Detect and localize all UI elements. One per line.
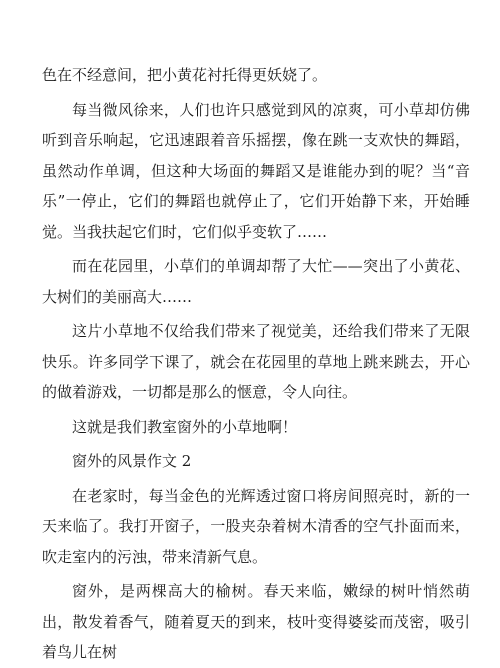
paragraph-5: 这就是我们教室窗外的小草地啊！ xyxy=(72,417,298,436)
paragraph-3: 而在花园里，小草们的单调却帮了大忙——突出了小黄花、大树们的美丽高大…… xyxy=(42,257,470,306)
paragraph-1: 色在不经意间，把小黄花衬托得更妖娆了。 xyxy=(42,66,328,84)
paragraph-7: 窗外，是两棵高大的榆树。春天来临，嫩绿的树叶悄然萌出，散发着香气，随着夏天的到来，枝叶变得婆娑而茂密，吸引着鸟儿在树 xyxy=(42,582,470,661)
paragraph-4: 这片小草地不仅给我们带来了视觉美，还给我们带来了无限快乐。许多同学下课了，就会在花园里的草地上跳来跳去，开心的做着游戏，一切都是那么的惬意，令人向往。 xyxy=(42,322,470,401)
section-heading: 窗外的风景作文 2 xyxy=(72,452,192,470)
paragraph-2: 每当微风徐来，人们也许只感觉到风的凉爽，可小草却仿佛听到音乐响起，它迅速跟着音乐摇摆，像在跳一支欢快的舞蹈，虽然动作单调，但这种大场面的舞蹈又是谁能办到的呢？当“音乐”一停止，它们的舞蹈也就停止了，它们开始静下来，开始睡觉。当我扶起它们时，它们似乎变软了…… xyxy=(42,100,470,241)
paragraph-6: 在老家时，每当金色的光辉透过窗口将房间照亮时，新的一天来临了。我打开窗子，一股夹杂着树木清香的空气扑面而来，吹走室内的污浊，带来清新气息。 xyxy=(42,486,470,566)
document-body xyxy=(42,60,470,668)
